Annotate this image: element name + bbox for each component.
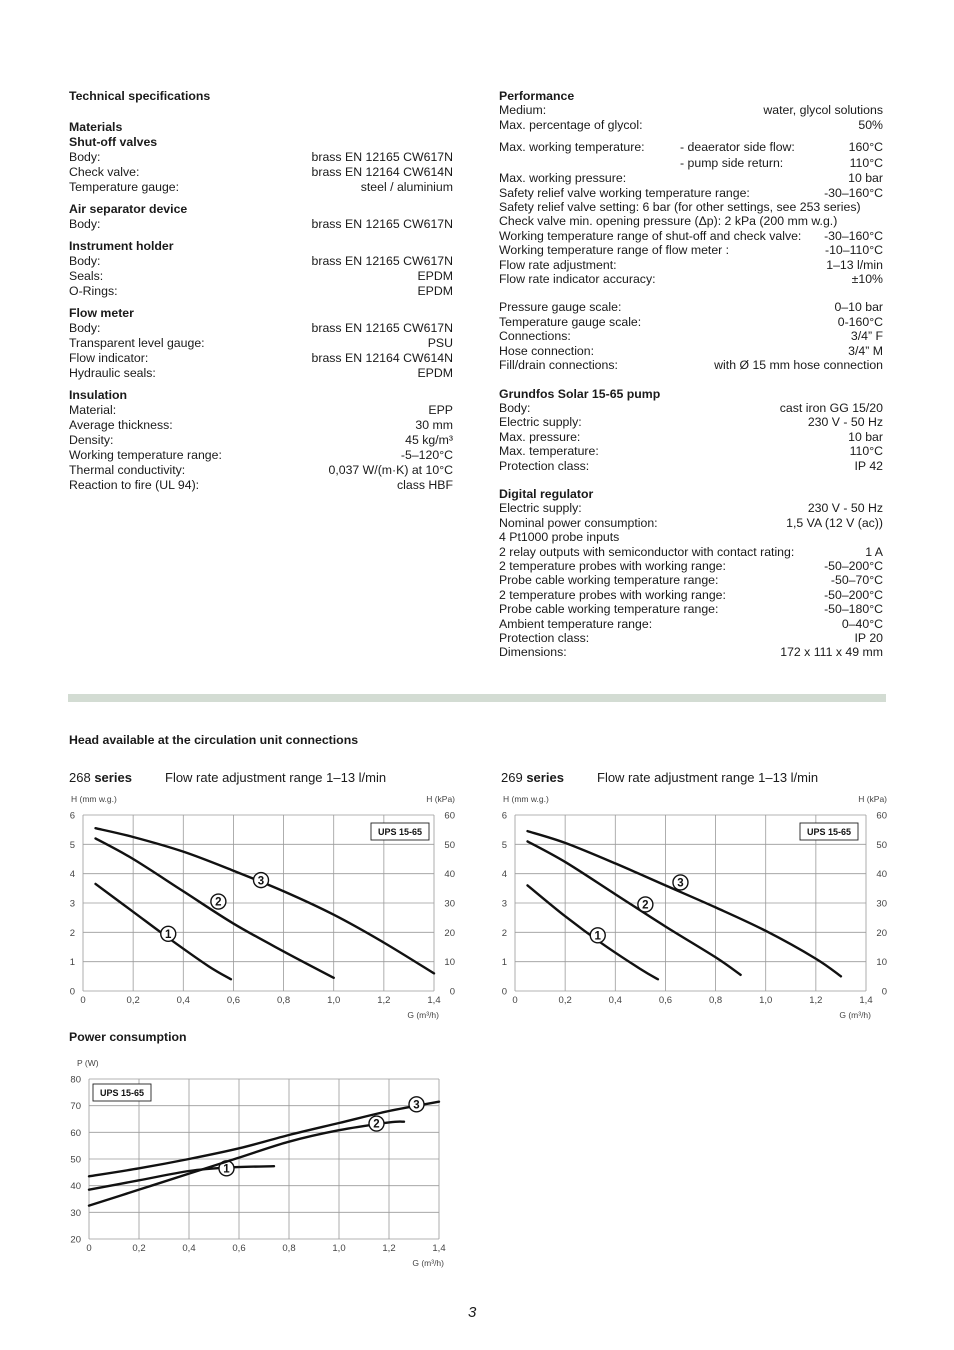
y2-tick-label: 30 [444, 898, 455, 910]
x-tick-label: 0 [80, 995, 86, 1006]
spec-value: 0–10 bar [834, 300, 883, 315]
grid [83, 815, 434, 991]
spec-row [69, 478, 453, 493]
spec-row [499, 645, 883, 659]
spec-value: brass EN 12165 CW617N [311, 321, 453, 335]
x-tick-label: 1,2 [382, 1243, 396, 1254]
spec-value: 50% [858, 117, 883, 132]
spec-label: Max. working pressure: [499, 171, 627, 186]
spec-value: EPDM [417, 284, 453, 298]
y2-axis-label: H (kPa) [858, 794, 887, 804]
spec-row [69, 418, 453, 433]
spec-row [499, 258, 883, 272]
spec-row [69, 448, 453, 463]
instrument-title: Instrument holder [69, 239, 174, 253]
series-marker-label: 1 [594, 930, 601, 943]
spec-label: Protection class: [499, 631, 590, 645]
insulation-rows [69, 403, 453, 493]
series-marker-label: 3 [257, 875, 265, 888]
series-marker-label: 2 [642, 899, 649, 912]
series-line-1 [89, 1163, 274, 1189]
spec-label: Nominal power consumption: [499, 515, 658, 530]
spec-value: -10–110°C [824, 243, 883, 258]
spec-label: Max. temperature: [499, 444, 599, 459]
spec-row [499, 229, 883, 243]
spec-label: Flow indicator: [69, 351, 149, 365]
spec-value: -50–200°C [824, 558, 883, 573]
spec-label: Connections: [499, 329, 571, 344]
series-marker-label: 2 [215, 896, 222, 909]
spec-value: class HBF [396, 478, 453, 492]
spec-label: Thermal conductivity: [69, 463, 186, 477]
spec-value: EPDM [417, 269, 453, 283]
y-tick-label: 80 [70, 1074, 81, 1086]
spec-row [499, 430, 883, 444]
series-line-3 [96, 828, 434, 973]
series-range: Flow rate adjustment range 1–13 l/min [597, 770, 819, 785]
series-marker-label: 3 [677, 877, 684, 890]
y-tick-label: 5 [69, 839, 75, 851]
series-marker-2 [211, 894, 226, 909]
spec-row [69, 321, 453, 336]
grid [515, 815, 866, 991]
series-number: 269 [501, 770, 523, 785]
head-available-title: Head available at the circulation unit connections [69, 733, 359, 747]
x-tick-label: 0,4 [176, 995, 190, 1006]
spec-row [499, 300, 883, 314]
spec-value: 0,037 W/(m·K) at 10°C [328, 463, 453, 477]
spec-label: 2 relay outputs with semiconductor with contact rating: [499, 544, 795, 559]
y-tick-label: 4 [501, 869, 507, 881]
spec-value: -5–120°C [400, 448, 453, 462]
spec-value: 1–13 l/min [826, 257, 883, 272]
performance-title: Performance [499, 89, 575, 103]
x-tick-label: 0,4 [182, 1243, 196, 1254]
series-line-2 [528, 841, 741, 974]
spec-label: Temperature gauge: [69, 180, 180, 194]
spec-value: 30 mm [415, 418, 453, 432]
spec-label: Dimensions: [499, 645, 567, 660]
spec-row [499, 155, 883, 171]
series-marker-label: 1 [223, 1163, 230, 1176]
spec-value: 230 V - 50 Hz [807, 501, 883, 516]
spec-label: Flow rate indicator accuracy: [499, 272, 656, 287]
spec-row [499, 118, 883, 132]
spec-value: 110°C [849, 444, 883, 459]
series-marker-3 [409, 1097, 424, 1112]
spec-row [499, 329, 883, 343]
left-spec-column [69, 89, 453, 493]
y-tick-label: 40 [70, 1181, 81, 1193]
shutoff-title: Shut-off valves [69, 135, 158, 149]
y2-tick-label: 10 [444, 957, 455, 969]
spec-label: Body: [69, 217, 101, 231]
regulator-title: Digital regulator [499, 486, 594, 501]
spec-label: Max. percentage of glycol: [499, 117, 643, 132]
spec-value: 172 x 111 x 49 mm [780, 645, 883, 660]
spec-row [499, 559, 883, 573]
series-word: series [94, 770, 132, 785]
x-tick-label: 1,0 [327, 995, 341, 1006]
y-tick-label: 6 [501, 810, 507, 822]
spec-row [499, 573, 883, 587]
series-marker-label: 2 [373, 1118, 380, 1131]
power-consumption-title: Power consumption [69, 1030, 187, 1044]
y-tick-label: 2 [69, 927, 75, 939]
spec-row [69, 336, 453, 351]
x-axis-label: G (m³/h) [407, 1010, 439, 1020]
spec-value: PSU [427, 336, 453, 350]
spec-label: Seals: [69, 269, 104, 283]
spec-row [69, 433, 453, 448]
spec-label: Probe cable working temperature range: [499, 602, 719, 617]
x-tick-label: 0,8 [708, 995, 723, 1006]
series-line-2 [89, 1122, 404, 1206]
spec-row [499, 588, 883, 602]
y-axis-label: H (mm w.g.) [71, 794, 117, 804]
spec-row [499, 344, 883, 358]
spec-row [499, 501, 883, 515]
spec-label: Hydraulic seals: [69, 366, 156, 380]
x-tick-label: 0,6 [226, 995, 241, 1006]
check-valve-line: Check valve min. opening pressure (Δp): 2 kPa (200 mm w.g.) [499, 214, 838, 229]
page-number: 3 [468, 1304, 477, 1321]
x-tick-label: 0,2 [126, 995, 140, 1006]
series-marker-1 [161, 926, 176, 941]
x-tick-label: 1,2 [377, 995, 391, 1006]
y-tick-label: 20 [70, 1234, 81, 1246]
x-tick-label: 1,0 [332, 1243, 346, 1254]
x-tick-label: 1,4 [859, 995, 873, 1006]
spec-row [69, 165, 453, 180]
spec-label: Transparent level gauge: [69, 336, 205, 350]
shutoff-rows [69, 150, 453, 195]
spec-label: Body: [499, 400, 531, 415]
spec-label: Reaction to fire (UL 94): [69, 478, 200, 492]
y2-tick-label: 60 [876, 810, 887, 822]
y-tick-label: 1 [501, 957, 507, 969]
spec-label: Check valve: [69, 165, 140, 179]
spec-row [499, 171, 883, 185]
spec-value: -50–70°C [830, 573, 883, 588]
spec-label: Electric supply: [499, 415, 582, 430]
model-badge-text: UPS 15-65 [806, 827, 852, 837]
series-number: 268 [69, 770, 91, 785]
y2-tick-label: 60 [444, 810, 455, 822]
spec-value: brass EN 12164 CW614N [311, 351, 453, 365]
spec-row [69, 351, 453, 366]
spec-value: ±10% [851, 272, 883, 287]
spec-row [499, 444, 883, 458]
right-spec-column [499, 89, 883, 660]
y2-tick-label: 20 [876, 927, 887, 939]
head-chart-268 [60, 790, 470, 1025]
series-marker-3 [254, 873, 269, 888]
spec-value: brass EN 12165 CW617N [311, 254, 453, 268]
x-axis-label: G (m³/h) [412, 1258, 444, 1268]
y2-tick-label: 10 [876, 957, 887, 969]
spec-value: -30–160°C [824, 185, 883, 200]
y2-tick-label: 0 [449, 986, 455, 998]
spec-label: Body: [69, 150, 101, 164]
spec-value: water, glycol solutions [763, 103, 883, 118]
spec-value: IP 42 [854, 458, 883, 473]
x-tick-label: 0,8 [282, 1243, 296, 1254]
flow-meter-title: Flow meter [69, 306, 134, 320]
spec-row [499, 602, 883, 616]
spec-value: -50–200°C [824, 587, 883, 602]
y2-tick-label: 50 [876, 839, 887, 851]
pump-title: Grundfos Solar 15-65 pump [499, 386, 661, 401]
instrument-rows [69, 254, 453, 299]
spec-value: 160°C [848, 140, 883, 155]
spec-row [69, 269, 453, 284]
spec-label: Working temperature range of shut-off and check valve: [499, 228, 802, 243]
x-tick-label: 0,6 [232, 1243, 246, 1254]
series-marker-1 [590, 928, 605, 943]
spec-value: 0–40°C [841, 616, 883, 631]
y-tick-label: 3 [501, 898, 507, 910]
spec-label: Electric supply: [499, 501, 582, 516]
spec-row [499, 272, 883, 286]
spec-label: Hose connection: [499, 343, 595, 358]
spec-value: 1 A [865, 544, 883, 559]
spec-label: Safety relief valve working temperature range: [499, 185, 750, 200]
spec-row [69, 284, 453, 299]
spec-label: 2 temperature probes with working range: [499, 558, 726, 573]
spec-row [499, 415, 883, 429]
spec-value: steel / aluminium [360, 180, 453, 194]
spec-row [499, 315, 883, 329]
spec-label: Max. working temperature: [499, 140, 645, 155]
section-divider-band [68, 694, 886, 702]
spec-row [499, 516, 883, 530]
series-marker-2 [369, 1116, 384, 1131]
y-tick-label: 60 [70, 1127, 81, 1139]
probe-inputs-line: 4 Pt1000 probe inputs [499, 530, 620, 545]
spec-row [499, 103, 883, 117]
y-axis-label: P (W) [77, 1058, 99, 1068]
spec-label: Probe cable working temperature range: [499, 573, 719, 588]
spec-value: 45 kg/m³ [405, 433, 453, 447]
spec-value: 3/4” F [850, 329, 883, 344]
y2-tick-label: 50 [444, 839, 455, 851]
pump-rows [499, 401, 883, 473]
x-tick-label: 0 [512, 995, 518, 1006]
spec-row [69, 217, 453, 232]
spec-row [69, 366, 453, 381]
spec-value: 0-160°C [837, 314, 883, 329]
y2-tick-label: 40 [876, 869, 887, 881]
performance-rows-c [499, 300, 883, 372]
model-badge-text: UPS 15-65 [99, 1088, 145, 1098]
spec-value: brass EN 12164 CW614N [311, 165, 453, 179]
spec-label: Fill/drain connections: [499, 358, 618, 373]
spec-value: EPP [428, 403, 453, 417]
y-tick-label: 2 [501, 927, 507, 939]
y-tick-label: 50 [70, 1154, 81, 1166]
spec-sublabel: - deaerator side flow: [680, 140, 795, 155]
y-tick-label: 0 [501, 986, 507, 998]
spec-value: cast iron GG 15/20 [779, 400, 883, 415]
spec-row [499, 139, 883, 155]
x-tick-label: 0,4 [608, 995, 622, 1006]
spec-value: with Ø 15 mm hose connection [714, 358, 883, 373]
spec-value: EPDM [417, 366, 453, 380]
air-sep-rows [69, 217, 453, 232]
y-tick-label: 1 [69, 957, 75, 969]
spec-label: Material: [69, 403, 117, 417]
y-axis-label: H (mm w.g.) [503, 794, 549, 804]
spec-value: 10 bar [848, 429, 883, 444]
spec-value: 3/4” M [848, 343, 883, 358]
grid [89, 1079, 439, 1239]
spec-row [69, 254, 453, 269]
spec-label: O-Rings: [69, 284, 118, 298]
y-tick-label: 3 [69, 898, 75, 910]
y2-tick-label: 20 [444, 927, 455, 939]
spec-value: 110°C [849, 156, 883, 171]
performance-rows-b [499, 229, 883, 287]
spec-value: brass EN 12165 CW617N [311, 150, 453, 164]
y2-axis-label: H (kPa) [426, 794, 455, 804]
series-marker-2 [638, 897, 653, 912]
regulator-rows-b [499, 545, 883, 660]
flow-meter-rows [69, 321, 453, 381]
series-marker-label: 3 [413, 1099, 420, 1112]
spec-row [69, 463, 453, 478]
spec-row [499, 459, 883, 473]
spec-label: Working temperature range: [69, 448, 222, 462]
spec-value: -50–180°C [824, 602, 883, 617]
spec-row [499, 186, 883, 200]
y-tick-label: 6 [69, 810, 75, 822]
series-range: Flow rate adjustment range 1–13 l/min [165, 770, 387, 785]
x-tick-label: 0,8 [276, 995, 291, 1006]
air-sep-title: Air separator device [69, 202, 188, 216]
y2-tick-label: 0 [881, 986, 887, 998]
series-269-title [501, 770, 819, 785]
spec-label: Pressure gauge scale: [499, 300, 622, 315]
spec-row [69, 180, 453, 195]
spec-row [69, 150, 453, 165]
spec-label: Temperature gauge scale: [499, 314, 642, 329]
spec-label: Body: [69, 254, 101, 268]
spec-row [499, 401, 883, 415]
x-tick-label: 1,4 [432, 1243, 446, 1254]
series-line-3 [89, 1099, 439, 1177]
spec-value: 230 V - 50 Hz [807, 415, 883, 430]
spec-label: Density: [69, 433, 114, 447]
x-axis-label: G (m³/h) [839, 1010, 871, 1020]
x-tick-label: 0,2 [558, 995, 572, 1006]
spec-label: Max. pressure: [499, 429, 581, 444]
spec-row [499, 631, 883, 645]
insulation-title: Insulation [69, 388, 128, 402]
spec-value: IP 20 [854, 631, 883, 645]
series-268-title [69, 770, 387, 785]
model-badge [371, 823, 429, 840]
y-tick-label: 70 [70, 1101, 81, 1113]
tech-spec-title: Technical specifications [69, 89, 211, 103]
head-chart-269 [492, 790, 902, 1025]
model-badge [93, 1084, 151, 1101]
spec-value: 1,5 VA (12 V (ac)) [786, 515, 883, 530]
spec-row [499, 617, 883, 631]
spec-label: Flow rate adjustment: [499, 257, 617, 272]
model-badge-text: UPS 15-65 [377, 827, 423, 837]
y-tick-label: 4 [69, 869, 75, 881]
x-tick-label: 0 [86, 1243, 92, 1254]
x-tick-label: 1,0 [759, 995, 773, 1006]
model-badge [800, 823, 858, 840]
x-tick-label: 1,4 [427, 995, 441, 1006]
spec-label: Protection class: [499, 458, 590, 473]
spec-value: 10 bar [848, 171, 883, 186]
spec-sublabel: - pump side return: [680, 156, 784, 171]
relief-setting-line: Safety relief valve setting: 6 bar (for other settings, see 253 series) [499, 200, 861, 215]
regulator-rows-a [499, 501, 883, 530]
spec-label: 2 temperature probes with working range: [499, 587, 726, 602]
series-marker-label: 1 [165, 929, 172, 941]
spec-label: Body: [69, 321, 101, 335]
spec-value: -30–160°C [824, 228, 883, 243]
series-line-3 [528, 831, 841, 976]
x-tick-label: 0,6 [658, 995, 673, 1006]
spec-value: brass EN 12165 CW617N [311, 217, 453, 231]
spec-label: Average thickness: [69, 418, 173, 432]
spec-row [499, 243, 883, 257]
spec-label: Medium: [499, 103, 547, 118]
spec-label: Ambient temperature range: [499, 616, 653, 631]
spec-label: Working temperature range of flow meter : [499, 243, 730, 258]
series-word: series [526, 770, 564, 785]
spec-row [69, 403, 453, 418]
y-tick-label: 5 [501, 839, 507, 851]
materials-title: Materials [69, 120, 123, 134]
y-tick-label: 30 [70, 1207, 81, 1219]
series-marker-3 [673, 875, 688, 890]
spec-row [499, 358, 883, 372]
spec-row [499, 545, 883, 559]
y2-tick-label: 40 [444, 869, 455, 881]
y-tick-label: 0 [69, 986, 75, 998]
x-tick-label: 1,2 [809, 995, 823, 1006]
power-chart [58, 1053, 478, 1278]
x-tick-label: 0,2 [132, 1243, 146, 1254]
y2-tick-label: 30 [876, 898, 887, 910]
performance-rows-a [499, 171, 883, 200]
